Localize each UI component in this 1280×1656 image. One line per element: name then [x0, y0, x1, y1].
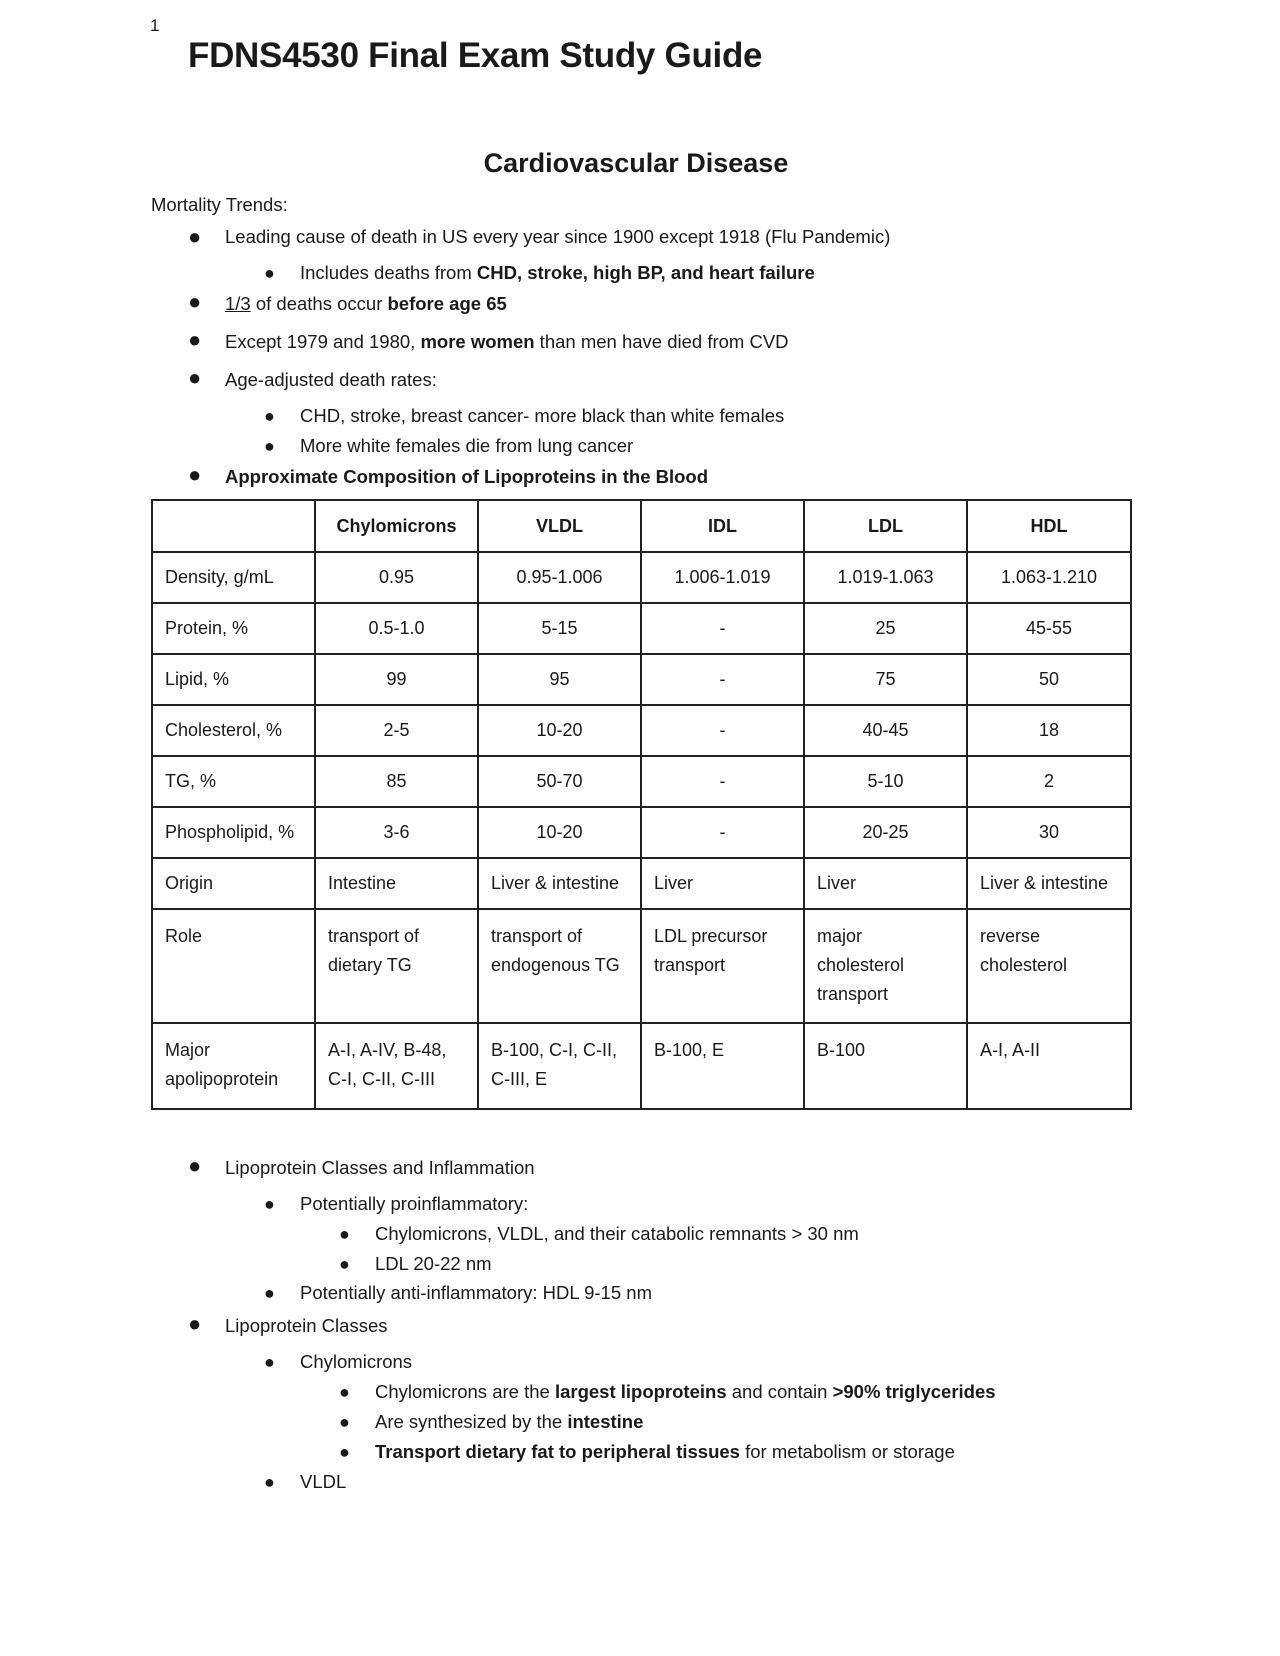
- row-label: Role: [152, 909, 315, 1023]
- bullet-icon: ●: [264, 263, 275, 283]
- table-cell: A-I, A-IV, B-48, C-I, C-II, C-III: [315, 1023, 478, 1109]
- table-row: [152, 858, 1131, 909]
- table-cell: 5-10: [804, 756, 967, 807]
- table-row: [152, 603, 1131, 654]
- anti-inflammatory-item: Potentially anti-inflammatory: HDL 9-15 nm: [300, 1282, 652, 1303]
- table-cell: B-100: [804, 1023, 967, 1109]
- table-cell: -: [641, 603, 804, 654]
- bullet-icon: ●: [188, 1311, 202, 1336]
- table-row: [152, 1023, 1131, 1109]
- table-header-cell: IDL: [641, 500, 804, 552]
- mortality-item-1: Leading cause of death in US every year since 1900 except 1918 (Flu Pandemic): [225, 226, 891, 247]
- table-cell: 45-55: [967, 603, 1131, 654]
- table-cell: transport of dietary TG: [315, 909, 478, 1023]
- bullet-icon: ●: [339, 1382, 350, 1402]
- table-cell: 2-5: [315, 705, 478, 756]
- row-label: Protein, %: [152, 603, 315, 654]
- table-row: [152, 909, 1131, 1023]
- bullet-icon: ●: [264, 1472, 275, 1492]
- mortality-item-4-sub-2: More white females die from lung cancer: [300, 435, 634, 456]
- chylomicrons-item-2: Are synthesized by the intestine: [375, 1411, 644, 1432]
- table-cell: 50-70: [478, 756, 641, 807]
- table-cell: B-100, E: [641, 1023, 804, 1109]
- table-row: [152, 807, 1131, 858]
- table-header-cell: LDL: [804, 500, 967, 552]
- mortality-item-2: 1/3 of deaths occur before age 65: [225, 293, 507, 314]
- table-row: [152, 756, 1131, 807]
- chylomicrons-heading: Chylomicrons: [300, 1351, 413, 1372]
- row-label: Lipid, %: [152, 654, 315, 705]
- table-cell: 25: [804, 603, 967, 654]
- proinflammatory-sub-1: Chylomicrons, VLDL, and their catabolic remnants > 30 nm: [375, 1223, 859, 1244]
- mortality-heading: Mortality Trends:: [151, 194, 288, 215]
- page-number: 1: [150, 16, 160, 35]
- table-cell: 1.006-1.019: [641, 552, 804, 603]
- bullet-icon: ●: [339, 1412, 350, 1432]
- table-cell: 3-6: [315, 807, 478, 858]
- table-cell: 0.95: [315, 552, 478, 603]
- bullet-icon: ●: [264, 1194, 275, 1214]
- table-row: [152, 552, 1131, 603]
- table-cell: 2: [967, 756, 1131, 807]
- bullet-icon: ●: [188, 289, 202, 314]
- row-label: TG, %: [152, 756, 315, 807]
- table-cell: A-I, A-II: [967, 1023, 1131, 1109]
- mortality-item-4: Age-adjusted death rates:: [225, 369, 437, 390]
- table-cell: transport of endogenous TG: [478, 909, 641, 1023]
- section-title-text: Cardiovascular Disease: [483, 148, 789, 178]
- table-cell: 0.5-1.0: [315, 603, 478, 654]
- lipoprotein-classes-heading: Lipoprotein Classes: [225, 1315, 388, 1336]
- mortality-item-4-sub-1: CHD, stroke, breast cancer- more black than white females: [300, 405, 785, 426]
- table-header-row: [152, 500, 1131, 552]
- vldl-heading: VLDL: [300, 1471, 347, 1492]
- bullet-icon: ●: [264, 406, 275, 426]
- bullet-icon: ●: [264, 436, 275, 456]
- table-cell: 10-20: [478, 807, 641, 858]
- table-cell: Liver: [804, 858, 967, 909]
- table-row: [152, 705, 1131, 756]
- bullet-icon: ●: [264, 1283, 275, 1303]
- table-cell: 18: [967, 705, 1131, 756]
- document-title: FDNS4530 Final Exam Study Guide: [188, 36, 763, 75]
- table-caption: Approximate Composition of Lipoproteins in the Blood: [225, 466, 709, 487]
- table-cell: 30: [967, 807, 1131, 858]
- bullet-icon: ●: [188, 462, 202, 487]
- bullet-icon: ●: [339, 1442, 350, 1462]
- table-cell: LDL precursor transport: [641, 909, 804, 1023]
- table-cell: 5-15: [478, 603, 641, 654]
- proinflammatory-item: Potentially proinflammatory:: [300, 1193, 529, 1214]
- table-cell: 20-25: [804, 807, 967, 858]
- mortality-item-1-sub: Includes deaths from CHD, stroke, high BP, and heart failure: [300, 262, 815, 283]
- table-cell: Liver & intestine: [478, 858, 641, 909]
- table-header-cell: VLDL: [478, 500, 641, 552]
- table-cell: 10-20: [478, 705, 641, 756]
- bullet-icon: ●: [339, 1224, 350, 1244]
- table-cell: Liver: [641, 858, 804, 909]
- table-cell: -: [641, 705, 804, 756]
- table-cell: B-100, C-I, C-II, C-III, E: [478, 1023, 641, 1109]
- row-label: Phospholipid, %: [152, 807, 315, 858]
- table-cell: Liver & intestine: [967, 858, 1131, 909]
- mortality-item-3: Except 1979 and 1980, more women than men have died from CVD: [225, 331, 789, 352]
- table-cell: Intestine: [315, 858, 478, 909]
- section-title: [0, 148, 1280, 179]
- table-cell: reverse cholesterol: [967, 909, 1131, 1023]
- bullet-icon: ●: [188, 1153, 202, 1178]
- chylomicrons-item-1: Chylomicrons are the largest lipoproteins and contain >90% triglycerides: [375, 1381, 996, 1402]
- table-cell: 50: [967, 654, 1131, 705]
- inflammation-heading: Lipoprotein Classes and Inflammation: [225, 1157, 535, 1178]
- table-cell: 95: [478, 654, 641, 705]
- bullet-icon: ●: [339, 1254, 350, 1274]
- table-cell: -: [641, 807, 804, 858]
- bullet-icon: ●: [188, 224, 202, 249]
- table-cell: 99: [315, 654, 478, 705]
- table-header-cell: HDL: [967, 500, 1131, 552]
- table-cell: 85: [315, 756, 478, 807]
- table-cell: 1.063-1.210: [967, 552, 1131, 603]
- row-label: Density, g/mL: [152, 552, 315, 603]
- proinflammatory-sub-2: LDL 20-22 nm: [375, 1253, 492, 1274]
- table-cell: 75: [804, 654, 967, 705]
- row-label: Cholesterol, %: [152, 705, 315, 756]
- table-header-cell: [152, 500, 315, 552]
- table-row: [152, 654, 1131, 705]
- lipoprotein-composition-table: [151, 499, 1132, 1110]
- table-cell: 0.95-1.006: [478, 552, 641, 603]
- bullet-icon: ●: [188, 327, 202, 352]
- table-cell: 1.019-1.063: [804, 552, 967, 603]
- bullet-icon: ●: [188, 365, 202, 390]
- table-cell: -: [641, 654, 804, 705]
- chylomicrons-item-3: Transport dietary fat to peripheral tissues for metabolism or storage: [375, 1441, 955, 1462]
- table-cell: 40-45: [804, 705, 967, 756]
- row-label: Major apolipoprotein: [152, 1023, 315, 1109]
- table-header-cell: Chylomicrons: [315, 500, 478, 552]
- table-cell: major cholesterol transport: [804, 909, 967, 1023]
- bullet-icon: ●: [264, 1352, 275, 1372]
- table-cell: -: [641, 756, 804, 807]
- row-label: Origin: [152, 858, 315, 909]
